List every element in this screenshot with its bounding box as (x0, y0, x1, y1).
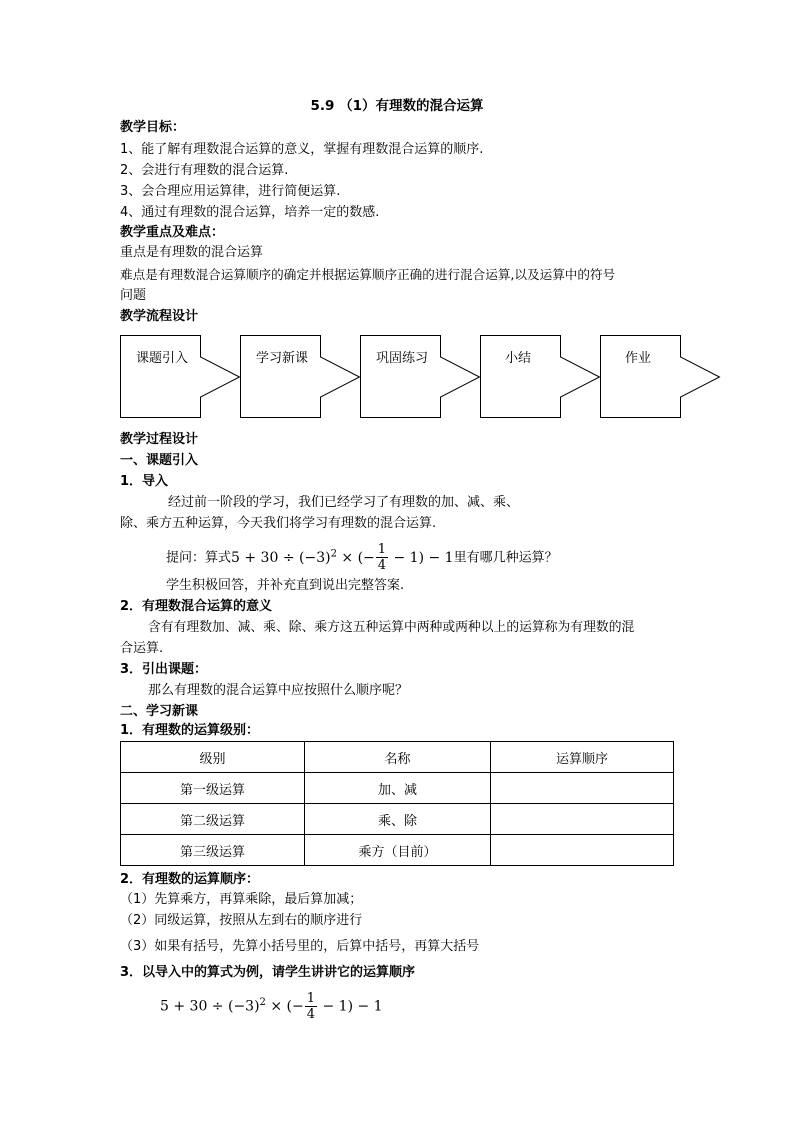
table-row (121, 835, 674, 866)
fraction: $\frac{1}{4}$ (377, 542, 387, 574)
difficulty-text-cont: 问题 (120, 288, 147, 303)
flow-step-label: 小结 (504, 351, 531, 366)
table-header-cell: 运算顺序 (491, 742, 674, 773)
table-row (121, 773, 674, 804)
flow-step-intro (120, 335, 240, 418)
paragraph-line: 合运算. (120, 641, 164, 656)
table-cell (491, 804, 674, 835)
table-header-cell: 名称 (305, 742, 491, 773)
table-cell: 乘、除 (305, 804, 491, 835)
objective-item: 1、能了解有理数混合运算的意义，掌握有理数混合运算的顺序. (120, 142, 484, 157)
flow-step-label: 作业 (624, 351, 651, 366)
operations-table (120, 741, 674, 866)
flow-step-label: 巩固练习 (375, 351, 428, 366)
flow-step-label: 课题引入 (135, 351, 188, 366)
paragraph-line: 那么有理数的混合运算中应按照什么顺序呢？ (148, 683, 409, 698)
flow-step-homework (600, 335, 720, 418)
process-heading: 教学过程设计 (120, 432, 199, 447)
subsection-heading: 2．有理数的运算顺序： (120, 872, 260, 887)
order-item: （1）先算乘方，再算乘除，最后算加减； (120, 892, 363, 907)
flow-step-new-lesson (240, 335, 360, 418)
table-cell (491, 835, 674, 866)
subsection-heading: 3．引出课题： (120, 662, 208, 677)
key-point-text: 重点是有理数的混合运算 (120, 245, 264, 260)
expression: $5 + 30 \div (-3)^2$ × (− $\frac{1}{4}$ − 1) − 1 (231, 542, 454, 574)
subsection-heading: 1．导入 (120, 474, 169, 489)
section-heading: 一、课题引入 (120, 453, 199, 468)
paragraph-line: 学生积极回答，并补充直到说出完整答案. (166, 578, 405, 593)
question-prefix: 提问：算式 (166, 550, 232, 566)
flow-step-label: 学习新课 (255, 351, 308, 366)
paragraph-line: 含有有理数加、减、乘、除、乘方这五种运算中两种或两种以上的运算称为有理数的混 (148, 620, 635, 635)
page-title: 5.9 （1）有理数的混合运算 (310, 98, 484, 114)
table-row (121, 804, 674, 835)
table-cell: 第二级运算 (121, 804, 305, 835)
table-cell (491, 773, 674, 804)
paragraph-line: 除、乘方五种运算，今天我们将学习有理数的混合运算. (120, 516, 437, 531)
difficulty-text: 难点是有理数混合运算顺序的确定并根据运算顺序正确的进行混合运算,以及运算中的符号 (120, 267, 616, 282)
key-points-heading: 教学重点及难点： (120, 225, 225, 240)
order-item: （2）同级运算，按照从左到右的顺序进行 (120, 913, 363, 928)
section-heading: 二、学习新课 (120, 704, 199, 719)
objectives-heading: 教学目标： (120, 120, 186, 135)
subsection-heading: 2．有理数混合运算的意义 (120, 599, 273, 614)
table-cell: 加、减 (305, 773, 491, 804)
table-header-cell: 级别 (121, 742, 305, 773)
table-cell: 第三级运算 (121, 835, 305, 866)
subsection-heading: 3．以导入中的算式为例，请学生讲讲它的运算顺序 (120, 965, 416, 980)
flow-step-practice (360, 335, 480, 418)
flow-heading: 教学流程设计 (120, 309, 199, 324)
objective-item: 2、会进行有理数的混合运算. (120, 163, 289, 178)
flow-step-summary (480, 335, 600, 418)
subsection-heading: 1．有理数的运算级别： (120, 723, 260, 738)
table-cell: 乘方（目前） (305, 835, 491, 866)
order-item: （3）如果有括号，先算小括号里的，后算中括号，再算大括号 (120, 939, 480, 954)
table-header-row (121, 742, 674, 773)
example-expression: $5 + 30 \div (-3)^2$ × (− $\frac{1}{4}$ − 1) − 1 (160, 991, 383, 1023)
table-cell: 第一级运算 (121, 773, 305, 804)
fraction: $\frac{1}{4}$ (306, 991, 316, 1023)
question-suffix: 里有哪几种运算？ (453, 550, 558, 566)
question-line (166, 538, 558, 575)
objective-item: 4、通过有理数的混合运算，培养一定的数感. (120, 205, 380, 220)
paragraph-line: 经过前一阶段的学习，我们已经学习了有理数的加、减、乘、 (168, 495, 520, 510)
objective-item: 3、会合理应用运算律，进行简便运算. (120, 184, 341, 199)
